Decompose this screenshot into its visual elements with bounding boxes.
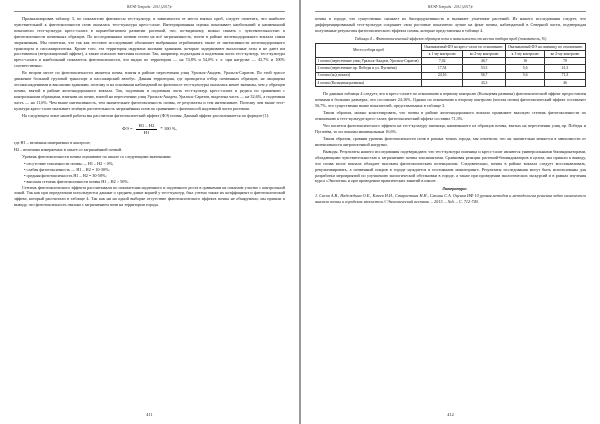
literature-entry: 1. Сасов А.В., Надеждина О.Е., Клюев Н.И., Старостина Н.Н., Смолин С.А. Оценка ИФ 10 уровня методов и методология решения задач химического анализа почвы и городских экосистем // Экологический вестник. – 2013. – №6. – С. 712-740. — [315, 192, 586, 204]
column-subheader: ко 2-му контролю — [463, 51, 506, 58]
paragraph: По данным таблицы 4 следует, что в кресс-салате по отношению к первому контролю (Кольцевая развязка) фитотоксический эффект предоставлен почвами в больших размерах, что составляет 24,16%. Однако по отношению к второму контролю (чистая почва) фитотоксический эффект составляет 56,7%, что существенно выше показателей, представленных в таблице 3. — [315, 91, 586, 108]
formula-denominator: Н1 — [143, 129, 150, 135]
running-head: ВАЭФ Тетрадь · 2011 (2017)е — [127, 5, 172, 9]
table-cell: 46 — [545, 79, 586, 86]
column-subheader: к 1-му контролю — [422, 51, 463, 58]
formula-lhs: ФЭ = — [122, 126, 133, 132]
list-item: • отсутствие токсичности почвы — Н1 – Н2 < 0%; — [24, 160, 114, 166]
table-cell: 70 — [545, 58, 586, 65]
toxicity-scale-list — [14, 161, 285, 185]
table-cell: 24,16 — [422, 72, 463, 79]
paragraph: На следующем этапе нашей работы мы рассчитали фитотоксический эффект (ФЭ) почвы. Данный эффект рассчитывается по формуле [1]: — [22, 112, 270, 118]
table-cell: 17,54 — [422, 65, 463, 72]
table-cell — [422, 79, 463, 86]
table-caption: Таблица 4 – Фитотоксический эффект образцов почв в зависимости от места отбора проб (показатель, %) — [354, 35, 547, 41]
table-cell: 7,02 — [422, 58, 463, 65]
list-item: • слабая фитотоксичность — Н1 – Н2 = 10-30%; — [24, 166, 110, 172]
running-head: ВАЭФ Тетрадь · 2011 (2017)е — [428, 5, 473, 9]
table-cell: 1 почва (пересечение улиц Уральск-Академ, Уральск-Саратов) — [316, 58, 422, 65]
paragraph: Что касается фитотоксического эффекта на тест-культуру пшеница, наименьшего из образцов почвы, взятых на пересечении улиц пр. Победы и Пугачёва, то он показан минимальным 16,6%. — [315, 122, 586, 134]
table-cell: 3 почва (ж/д вокзал) — [316, 72, 422, 79]
table-cell: 16 — [506, 58, 545, 65]
fe-formula — [14, 123, 285, 136]
table-row — [316, 79, 586, 86]
table-cell: 43,3 — [463, 79, 506, 86]
formula-rhs: * 100 %, — [160, 126, 177, 132]
column-subheader: к 1-му контролю — [506, 51, 545, 58]
phytotoxicity-table — [315, 43, 586, 87]
paragraph: Проанализировав таблицу 3, по показателю фитомассы тест-культур, в зависимости от места взятых проб, следует отметить, что наиболее чувствительной к фитотоксичности почв оказалась тест-культура кресс-салат. Интегрированная оценка показывает наибольший и наименьший показатели тест-культура кресс-салата в корнеобитаемом развитии растений, что, по-видимому, можно связать с чувствительностью к фитотоксичности почвенных образцов. По исследованным почвам почти на всё загрязненность, почти в районе железнодорожного вокзала самая загрязненная. Мы отметили, что так как тестовое исследование обозначает выбранным отрабатывать также от интенсивности железнодорожного транспорта и пассажиропотока. Кроме того, эта территория окружена жилыми зданиями, которые задерживают выхлопные газы и не дают им рассеиваться (ветрозащитный эффект), а также опасного внесения полотна. Так, например, подъездная и подземная часть тест-культур, тест-культура кресс-салата и наибольший показатель фитотоксичности, что видно по территории — на 74,8% и 54,0% т. е. при нагрузке — 43,7% и 100% соответственно. — [14, 16, 285, 69]
paragraph: Выводы. Результаты нашего исследования подтверждают, что тест-культура пшеница и кресс-салат являются универсальными биоиндикаторами, обладающими чувствительностью к загрязнению почвы токсикантами. Сравнивая реакции растений-биоиндикаторов в целом, мы пришли к выводу, что почва возле вокзала обладает высоким фитотоксическим потенциалом. Следовательно, почвы в районе вокзала следует восстанавливать, рекультивировать, а почвенный покров в городе нуждается в постоянном мониторинге. Результаты исследования могут быть использованы для разработки мероприятий по улучшению экологической обстановки в городе, а также при проведении экологических экскурсий и в рамках изучения курса «Экология» и при проведении практических занятий в школе. — [315, 148, 586, 184]
table-cell: 56,7 — [463, 72, 506, 79]
right-page-body — [315, 16, 586, 206]
table-cell: 53,3 — [463, 65, 506, 72]
table-row — [316, 65, 586, 72]
column-subheader: ко 2-му контролю — [545, 51, 586, 58]
table-cell: 5,6 — [506, 65, 545, 72]
table-row — [316, 72, 586, 79]
list-item: • средняя фитотоксичность Н1 – Н2 = 30-50%; — [24, 172, 107, 178]
right-page — [301, 0, 600, 424]
header-rule — [14, 11, 285, 12]
formula-legend: где Н1 – величина измеряемых в контроле; — [14, 139, 91, 145]
table-cell: 5,6 — [506, 72, 545, 79]
page-number: 411 — [146, 412, 153, 417]
paragraph: Таким образом, можно констатировать, что почвы в районе железнодорожного вокзала проявляют высокую степень фитотоксичности по отношению к тест-культуре кресс-салат; фитотоксический эффект составил 71,3%. — [315, 109, 586, 121]
table-cell: 71,3 — [545, 72, 586, 79]
column-header: Оказываемый ФЭ на кресс-салат по отношению: — [422, 43, 506, 50]
paragraph: почвы в городе, что существенно снижает их биопродуктивность и вызывает угнетение растений. Из нашего исследования следует, что дифференцированный тест-культура сохраняет свои ростовые показатели лучше на фоне почвы, наблюдаемой в Северной части, подтверждая полученные результаты фитотоксического эффекта почвы, которые представлены в таблице 4. — [315, 16, 586, 33]
page-number: 412 — [447, 412, 454, 417]
left-page — [0, 0, 299, 424]
paragraph: Уровень фитотоксичности почвы оценивают по шкале со следующими значениями: — [22, 153, 172, 159]
paragraph: Во втором месте по фитотоксичности является почва, взятая в районе пересечения улиц Уральск-Академ, Уральск-Саратов. По этой трассе движение большой грузовой транспорт и пассажирский автобус. Данная территория, где проводится отбор почвенных образцов, не защищена лесонасаждениями и высокими зданиями, поэтому и на основании наблюдений по фитомассе тест-культуры оказались менее значимы, чем у образцов почвы, взятой в районе железнодорожного вокзала. Так, подземная и подземная часть тест-культур кресс-салата и редиса по сравнению с контрольными образцами, взятыми на почве, взятой на пересечении улиц Уральск-Академ, Уральск-Саратов, выделена часть — на 32,6%, а подземная часть — на 11,6%. Чем выше интенсивность, тем значительнее фитотоксичность почвы, ее результаты и тем интенсивнее. Поэтому чем выше тест-культура кресс-салат оказывает зелёную растительность загрязнённых почв по сравнению с фитомассой надземной части растения. — [14, 70, 285, 111]
column-header: Место отбора проб — [316, 43, 422, 57]
left-page-body — [14, 16, 285, 209]
list-item: • высокая степень фитотоксичности почвы Н1 – Н2 > 50%. — [24, 178, 129, 184]
table-cell: 41,3 — [545, 65, 586, 72]
table-cell — [506, 79, 545, 86]
formula-legend: Н2 – величина измеряемых в опыте со загрязнённой почвой. — [14, 146, 123, 152]
paragraph: Степень фитотоксического эффекта рассчитывали по показателям надземного и подземного роста в сравнении на опытном участке с контрольной зоной. Так как при определении используются данные о среднем длине корней у тест-культур, был учтено также их коэффициент и фитотоксический эффект, который рассчитали в таблице 4. Так как ни на одной выборке отсутствие фитотоксического эффекта почвы не обнаружено, мы пришли к выводу, что фитотоксичность связана с загрязнением почв на территории города. — [14, 184, 285, 208]
literature-heading: Литература: — [442, 185, 467, 191]
formula-fraction — [136, 123, 158, 136]
formula-numerator: Н1 – Н2 — [136, 123, 158, 130]
table-header-row — [316, 43, 586, 50]
table-cell: 4 почва (Кольцевая развязка) — [316, 79, 422, 86]
table-cell: 46,7 — [463, 58, 506, 65]
column-header: Оказываемый ФЭ на пшеницу по отношению: — [506, 43, 586, 50]
table-row — [316, 58, 586, 65]
table-cell: 2 почва (пересечение пр. Победы и ул. Пугачёва) — [316, 65, 422, 72]
header-rule — [315, 11, 586, 12]
paragraph: Таким образом, сравнив уровень фитотоксичности почв в разных точках города, мы отметили, что он значительно меняется в зависимости от интенсивности антропогенной нагрузки. — [315, 135, 586, 147]
